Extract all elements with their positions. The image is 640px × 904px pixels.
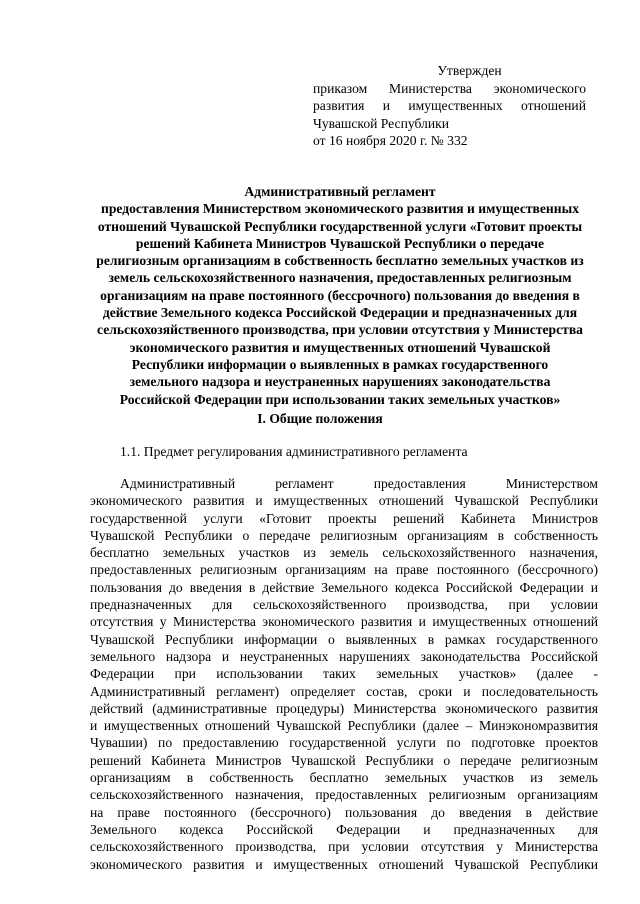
- body-line: пользования до введения в действие Земельного кодекса Российской Федерации и: [90, 579, 598, 595]
- body-line: сельскохозяйственного производства, при условии отсутствия у Министерства: [90, 839, 598, 855]
- body-line: земельного надзора и неустраненных нарушениях законодательства Российской: [90, 648, 598, 664]
- body-line: экономического развития и имущественных отношений Чувашской Республики: [90, 856, 598, 872]
- body-line: организациям в собственность бесплатно земельных участков из земель: [90, 770, 598, 786]
- approval-line: развития и имущественных отношений: [313, 98, 586, 114]
- body-line: Чувашии) по предоставлению государственной услуги по подготовке проектов: [90, 735, 598, 751]
- subsection-heading: 1.1. Предмет регулирования административного регламента: [120, 444, 468, 459]
- body-line: предоставленных религиозным организациям на праве постоянного (бессрочного): [90, 562, 598, 578]
- title-line: решений Кабинета Министров Чувашской Республики о передаче: [135, 235, 545, 251]
- body-paragraph: [90, 475, 598, 873]
- title-line: организациям на праве постоянного (бессрочного) пользования до введения в: [100, 287, 580, 303]
- title-line: Административный регламент: [244, 184, 436, 199]
- body-line: экономического развития и имущественных отношений Чувашской Республики: [90, 493, 598, 509]
- body-line: предназначенных для сельскохозяйственного производства, при условии: [90, 597, 598, 613]
- title-line: экономического развития и имущественных отношений Чувашской: [129, 339, 551, 355]
- body-line: бесплатно земельных участков из земель сельскохозяйственного назначения,: [90, 545, 598, 561]
- body-line: Административный регламент) определяет состав, сроки и последовательность: [90, 683, 598, 699]
- body-line: государственной услуги «Готовит проекты решений Кабинета Министров: [90, 510, 598, 526]
- body-line: и имущественных отношений Чувашской Республики (далее – Минэкономразвития: [90, 718, 598, 734]
- approval-stamp: [313, 62, 586, 150]
- body-line: отсутствия у Министерства экономического развития и имущественных отношений: [90, 614, 598, 630]
- title-line: земельного надзора и неустраненных нарушениях законодательства: [129, 374, 551, 390]
- body-line: Чувашской Республики о передаче религиозным организациям в собственность: [90, 527, 598, 543]
- document-title: [80, 183, 600, 408]
- body-line: решений Кабинета Министров Чувашской Республики о передаче религиозным: [90, 752, 598, 768]
- approval-line: от 16 ноября 2020 г. № 332: [313, 133, 468, 149]
- body-line: Федерации при использовании таких земельных участков» (далее -: [90, 666, 598, 682]
- title-line: Российской Федерации при использовании таких земельных участков»: [119, 391, 561, 407]
- approval-line: Утвержден: [437, 63, 502, 78]
- title-line: религиозным организациям в собственность бесплатно земельных участков из: [96, 253, 584, 269]
- title-line: предоставления Министерством экономического развития и имущественных: [101, 201, 579, 217]
- title-line: действие Земельного кодекса Российской Федерации и предназначенных для: [102, 305, 578, 321]
- body-line: на праве постоянного (бессрочного) пользования до введения в действие: [90, 804, 598, 820]
- body-line: Чувашской Республики информации о выявленных в рамках государственного: [90, 631, 598, 647]
- approval-line: приказом Министерства экономического: [313, 80, 586, 96]
- title-line: Республики информации о выявленных в рамках государственного: [131, 356, 549, 372]
- section-heading: I. Общие положения: [257, 411, 383, 426]
- body-line: сельскохозяйственного назначения, предоставленных религиозным организациям: [90, 787, 598, 803]
- body-line: Административный регламент предоставления Министерством: [120, 476, 598, 491]
- body-line: действий (административные процедуры) Министерства экономического развития: [90, 700, 598, 716]
- title-line: земель сельскохозяйственного назначения, предоставленных религиозным: [108, 270, 572, 286]
- title-line: отношений Чувашской Республики государственной услуги «Готовит проекты: [97, 218, 583, 234]
- body-line: Земельного кодекса Российской Федерации и предназначенных для: [90, 821, 598, 837]
- approval-line: Чувашской Республики: [313, 115, 449, 131]
- title-line: сельскохозяйственного производства, при условии отсутствия у Министерства: [97, 322, 583, 338]
